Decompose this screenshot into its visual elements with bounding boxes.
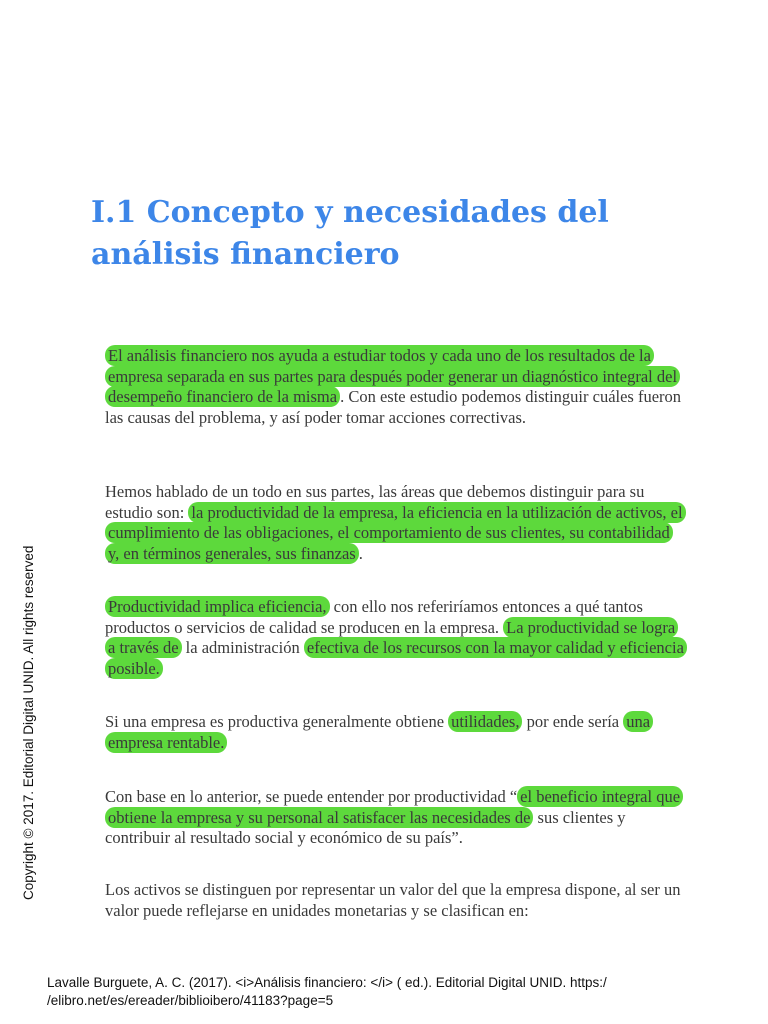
body-text: Hemos hablado de un todo en sus partes, las áreas que debemos distinguir para su estudio son: bbox=[105, 482, 645, 522]
paragraph-5 bbox=[105, 787, 685, 849]
highlighted-text: efectiva de los recursos con la mayor calidad y eficiencia posible. bbox=[105, 637, 687, 679]
body-text: Si una empresa es productiva generalmente obtiene bbox=[105, 712, 449, 731]
highlighted-text: El análisis financiero nos ayuda a estudiar todos y cada uno de los resultados de la empresa separada en sus partes para después poder generar un diagnóstico integral del desempeño financiero de la misma bbox=[105, 345, 680, 407]
highlighted-text: una empresa rentable. bbox=[105, 711, 653, 753]
body-text: con ello nos referiríamos entonces a qué tantos productos o servicios de calidad se producen en la empresa. bbox=[105, 597, 643, 637]
citation bbox=[47, 974, 747, 1010]
highlighted-text: utilidades, bbox=[448, 711, 522, 732]
highlighted-text: La productividad se logra a través de bbox=[105, 617, 678, 659]
body-text: . Con este estudio podemos distinguir cuáles fueron las causas del problema, y así poder tomar acciones correctivas. bbox=[105, 387, 682, 427]
body-text: sus clientes y contribuir al resultado social y económico de su país”. bbox=[105, 807, 626, 847]
body-text: Los activos se distinguen por representar un valor del que la empresa dispone, al ser un valor puede reflejarse en unidades monetarias y se clasifican en: bbox=[105, 880, 681, 920]
section-heading: I.1 Concepto y necesidades del análisis financiero bbox=[91, 195, 609, 272]
citation-link[interactable]: /elibro.net/es/ereader/biblioibero/41183?page=5 bbox=[47, 993, 334, 1008]
body-text: . bbox=[358, 543, 363, 563]
paragraph-4 bbox=[105, 712, 685, 753]
paragraph-6 bbox=[105, 880, 685, 921]
citation-line-1: Lavalle Burguete, A. C. (2017). <i>Análisis financiero: </i> ( ed.). Editorial Digital UNID. https:/ bbox=[47, 975, 607, 990]
paragraph-2 bbox=[105, 482, 685, 564]
highlighted-text: la productividad de la empresa, la eficiencia en la utilización de activos, el cumplimiento de las obligaciones, el comportamiento de sus clientes, su contabilidad y, en términos generales, sus finanzas bbox=[105, 502, 686, 564]
highlighted-text: Productividad implica eficiencia, bbox=[105, 596, 330, 617]
paragraph-3 bbox=[105, 597, 685, 679]
body-text: la administración bbox=[181, 638, 304, 657]
paragraph-1 bbox=[105, 346, 685, 428]
highlighted-text: el beneficio integral que obtiene la empresa y su personal al satisfacer las necesidades de bbox=[105, 786, 683, 828]
body-text: Con base en lo anterior, se puede entender por productividad “ bbox=[105, 787, 518, 806]
copyright-notice: Copyright © 2017. Editorial Digital UNID. All rights reserved bbox=[21, 545, 36, 900]
body-text: por ende sería bbox=[522, 712, 624, 731]
